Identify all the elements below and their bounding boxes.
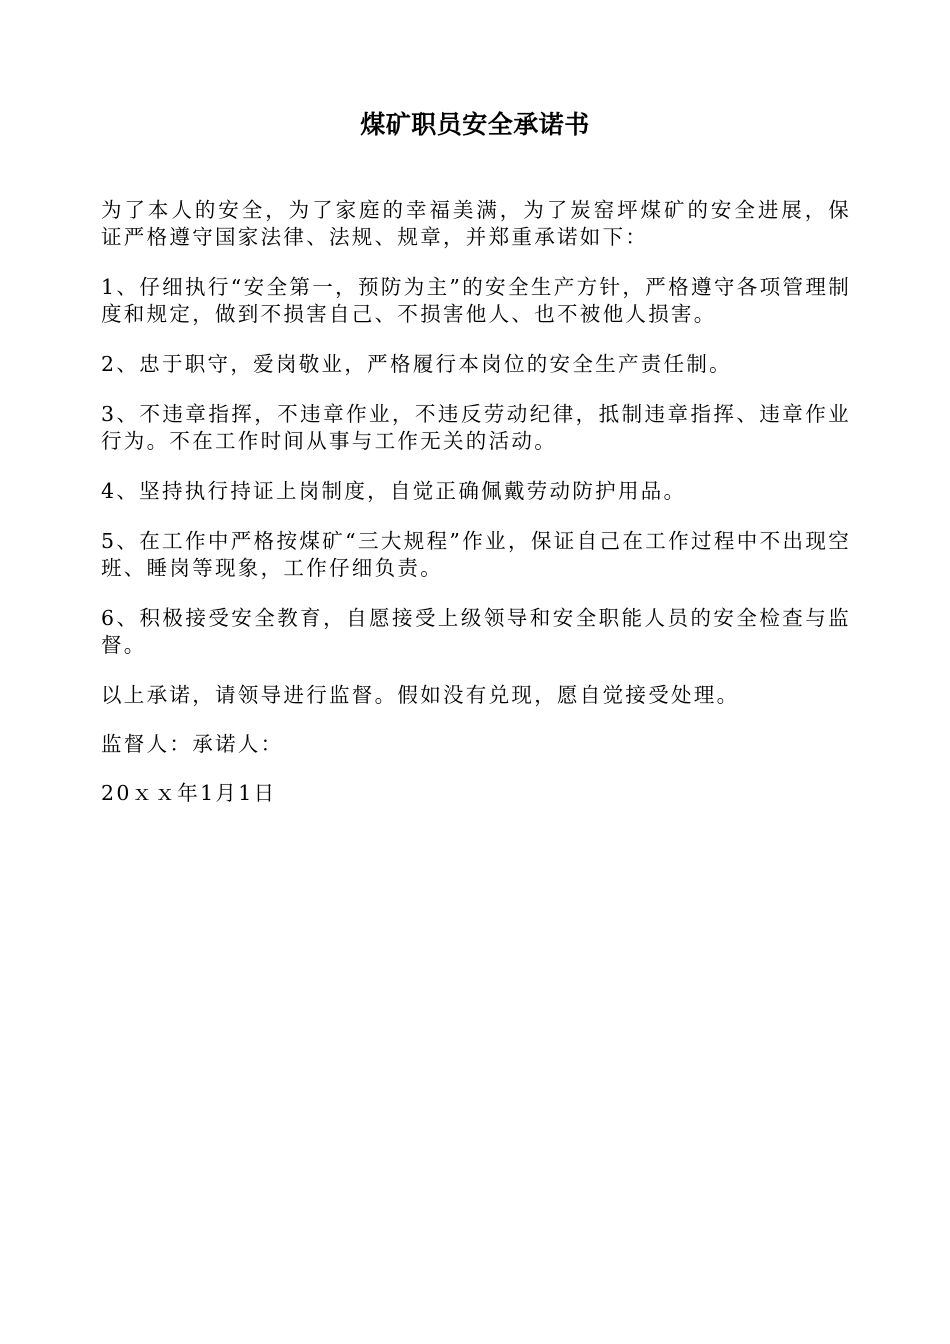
- closing-paragraph: 以上承诺，请领导进行监督。假如没有兑现，愿自觉接受处理。: [101, 683, 740, 707]
- commitment-item-4: 4、坚持执行持证上岗制度，自觉正确佩戴劳动防护用品。: [101, 479, 687, 503]
- document-title: 煤矿职员安全承诺书: [360, 110, 590, 139]
- commitment-item-6: 6、积极接受安全教育，自愿接受上级领导和安全职能人员的安全检查与监督。: [101, 606, 851, 657]
- document-date: 20ｘｘ年1月1日: [101, 781, 277, 805]
- document-body: [101, 197, 851, 830]
- commitment-item-2: 2、忠于职守，爱岗敬业，严格履行本岗位的安全生产责任制。: [101, 352, 732, 376]
- intro-paragraph: 为了本人的安全，为了家庭的幸福美满，为了炭窑坪煤矿的安全进展，保证严格遵守国家法律、法规、规章，并郑重承诺如下：: [101, 198, 851, 249]
- commitment-item-3: 3、不违章指挥，不违章作业，不违反劳动纪律，抵制违章指挥、违章作业行为。不在工作时间从事与工作无关的活动。: [101, 402, 851, 453]
- signature-line: 监督人：承诺人：: [101, 732, 284, 756]
- commitment-item-1: 1、仔细执行“安全第一，预防为主”的安全生产方针，严格遵守各项管理制度和规定，做到不损害自己、不损害他人、也不被他人损害。: [101, 275, 851, 326]
- commitment-item-5: 5、在工作中严格按煤矿“三大规程”作业，保证自己在工作过程中不出现空班、睡岗等现象，工作仔细负责。: [101, 529, 851, 580]
